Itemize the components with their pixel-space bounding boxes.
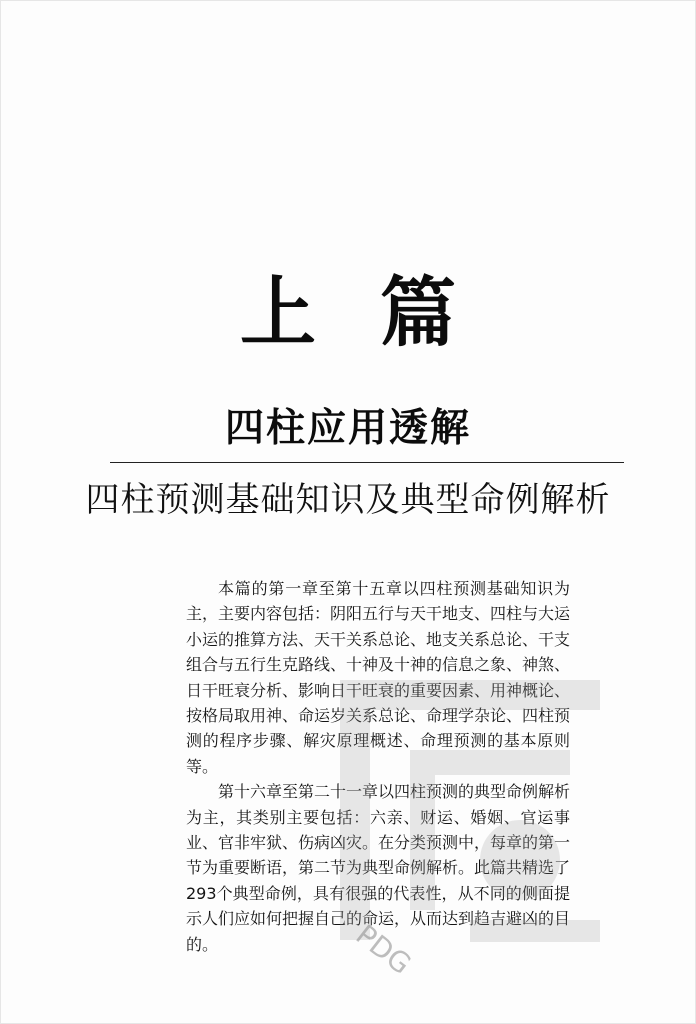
intro-paragraph-2: 第十六章至第二十一章以四柱预测的典型命例解析为主，其类别主要包括：六亲、财运、婚姻、官运事业、官非牢狱、伤病凶灾。在分类预测中，每章的第一节为重要断语，第二节为典型命例解析。此篇共精选了293个典型命例，具有很强的代表性，从不同的侧面提示人们应如何把握自己的命运，从而达到趋吉避凶的目的。 — [186, 782, 571, 954]
intro-paragraph-1: 本篇的第一章至第十五章以四柱预测基础知识为主，主要内容包括：阴阳五行与天干地支、四柱与大运小运的推算方法、天干关系总论、地支关系总论、干支组合与五行生克路线、十神及十神的信息之象、神煞、日干旺衰分析、影响日干旺衰的重要因素、用神概论、按格局取用神、命运岁关系总论、命理学杂论、四柱预测的程序步骤、解灾原理概述、命理预测的基本原则等。 — [186, 579, 571, 776]
title-divider — [110, 462, 624, 463]
section-subtitle: 四柱预测基础知识及典型命例解析 — [85, 480, 611, 520]
watermark-label: PDG — [349, 918, 418, 982]
part-title: 上篇 — [240, 268, 520, 357]
section-title: 四柱应用透解 — [224, 406, 471, 451]
intro-text — [186, 576, 570, 957]
